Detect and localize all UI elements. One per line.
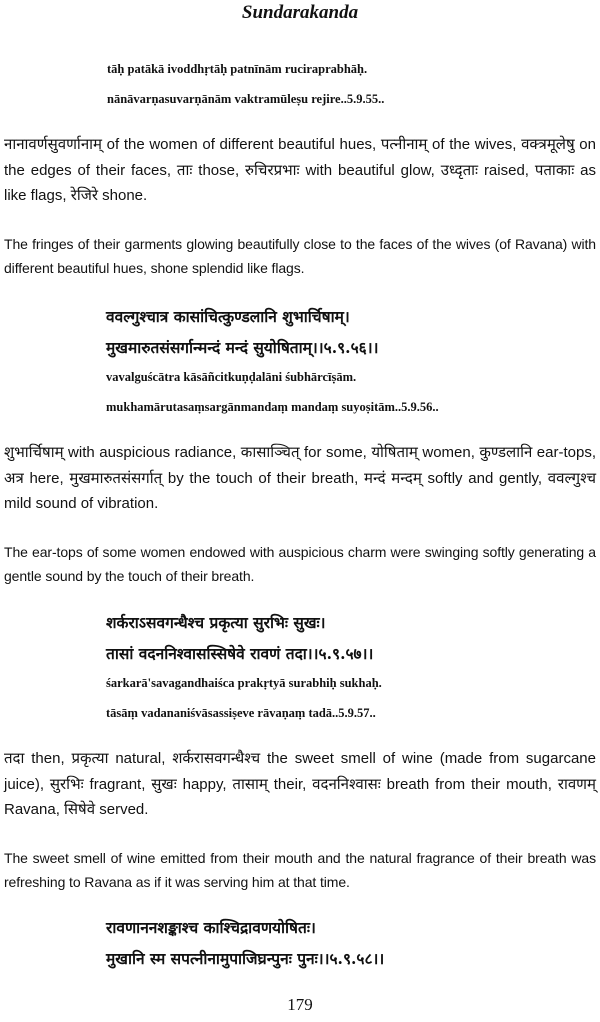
word-gloss-paragraph: तदा then, प्रकृत्या natural, शर्करासवगन्धैश्च the sweet smell of wine (made from sugarcane juice), सुरभिः fragrant, सुखः happy, तासाम् their, वदननिश्वासः breath from their mouth, रावणम् Ravana, सिषेवे served. xyxy=(4,750,596,818)
word-gloss-paragraph: नानावर्णसुवर्णानाम् of the women of different beautiful hues, पत्नीनाम् of the wives, वक्त्रमूलेषु on the edges of their faces, ताः those, रुचिरप्रभाः with beautiful glow, उध्दृताः raised, पताकाः as like flags, रेजिरे shone. xyxy=(4,136,596,204)
verse-devanagari-line: मुखमारुतसंसर्गान्मन्दं मन्दं सुयोषिताम्।।५.९.५६।। xyxy=(106,338,379,357)
translation-paragraph: The fringes of their garments glowing beautifully close to the faces of the wives (of Ravana) with different beautiful hues, shone splendid like flags. xyxy=(4,236,596,276)
verse-transliteration-line: tāsāṃ vadananiśvāsassiṣeve rāvaṇaṃ tadā..5.9.57.. xyxy=(106,706,376,720)
verse-transliteration-line: tāḥ patākā ivoddhṛtāḥ patnīnām ruciraprabhāḥ. xyxy=(107,62,368,76)
running-header: Sundarakanda xyxy=(241,2,359,23)
page-number: 179 xyxy=(287,995,313,1014)
verse-devanagari-line: रावणाननशङ्काश्च काश्चिद्रावणयोषितः। xyxy=(106,918,316,937)
verse-devanagari-line: तासां वदननिश्वासस्सिषेवे रावणं तदा।।५.९.५७।। xyxy=(106,644,374,663)
verse-devanagari-line: ववल्गुश्चात्र कासांचित्कुण्डलानि शुभार्चिषाम्। xyxy=(106,307,350,326)
word-gloss-paragraph: शुभार्चिषाम् with auspicious radiance, कासाञ्चित् for some, योषिताम् women, कुण्डलानि ear-tops, अत्र here, मुखमारुतसंसर्गात् by the touch of their breath, मन्दं मन्दम् softly and gently, ववल्गुश्च mild sound of vibration. xyxy=(4,444,596,512)
verse-devanagari-line: मुखानि स्म सपत्नीनामुपाजिघ्रन्पुनः पुनः।।५.९.५८।। xyxy=(106,949,385,968)
verse-devanagari-line: शर्कराऽसवगन्धैश्च प्रकृत्या सुरभिः सुखः। xyxy=(106,613,326,632)
verse-transliteration-line: mukhamārutasaṃsargānmandaṃ mandaṃ suyoṣitām..5.9.56.. xyxy=(106,400,439,414)
translation-paragraph: The sweet smell of wine emitted from their mouth and the natural fragrance of their breath was refreshing to Ravana as if it was serving him at that time. xyxy=(4,850,596,890)
translation-paragraph: The ear-tops of some women endowed with auspicious charm were swinging softly generating a gentle sound by the touch of their breath. xyxy=(4,544,596,584)
verse-transliteration-line: nānāvarṇasuvarṇānām vaktramūleṣu rejire..5.9.55.. xyxy=(107,92,385,106)
verse-transliteration-line: śarkarā'savagandhaiśca prakṛtyā surabhiḥ sukhaḥ. xyxy=(106,676,382,690)
verse-transliteration-line: vavalguścātra kāsāñcitkuṇḍalāni śubhārcīṣām. xyxy=(106,370,357,384)
